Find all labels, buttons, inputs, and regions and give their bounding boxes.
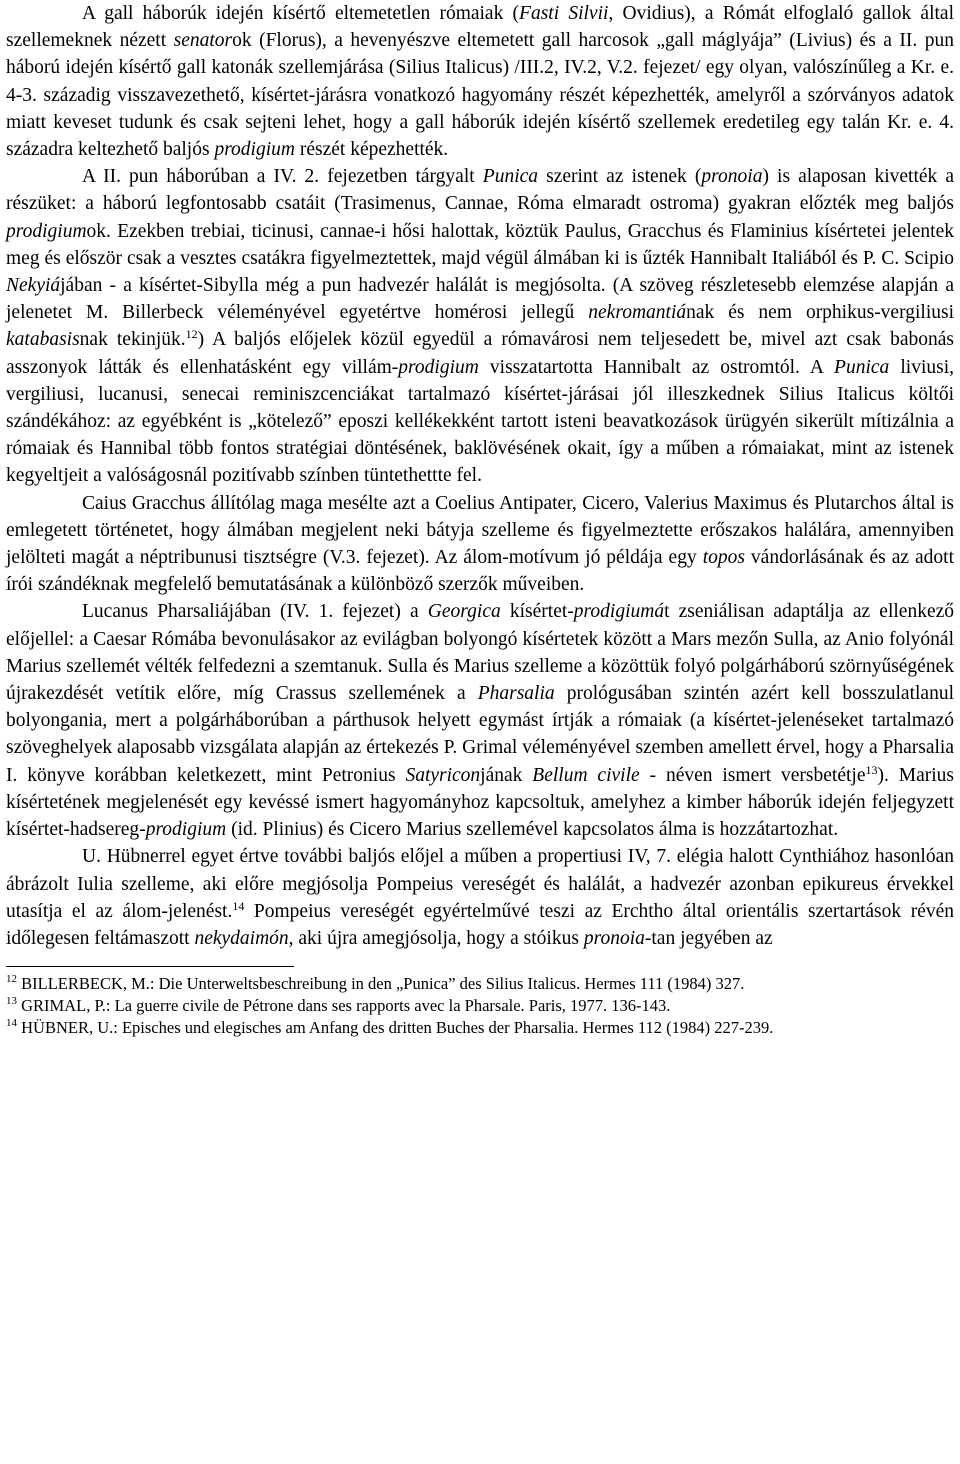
footnote-number: 12 (6, 973, 17, 986)
footnotes (6, 973, 954, 1039)
text-run: ok (Florus), a hevenyészve eltemetett gall harcosok „gall máglyája” (Livius) és a II. pun háború idején kísértő gall katonák szellemjárása (Silius Italicus) /III.2, IV.2, V.2. fejezet/ egy olyan, valószínűleg a Kr. e. 4-3. századig visszavezethető, kísértet-járásra vonatkozó hagyomány részét képezhették, amelyről a szórványos adatok miatt keveset tudunk és csak sejteni lehet, hogy a gall háborúk idején kísértő szellemek eredetileg egy talán Kr. e. 4. századra keltezhető baljós (6, 30, 955, 161)
text-run: kísértet- (500, 601, 574, 623)
text-run: szerint az istenek ( (538, 166, 702, 188)
italic-text: Georgica (427, 601, 501, 623)
italic-text: nekromantiá (588, 302, 687, 324)
text-run: visszatartotta Hannibalt az ostromtól. A (478, 356, 835, 378)
italic-text: senator (173, 30, 233, 52)
text-run: - néven ismert versbetétje (639, 764, 866, 786)
text-run: A II. pun háborúban a IV. 2. fejezetben tárgyalt (82, 166, 483, 188)
text-run: nak tekinjük. (79, 329, 186, 351)
italic-text: Nekyiá (6, 275, 61, 297)
text-run: nak és nem orphikus-vergiliusi (686, 302, 954, 324)
italic-text: Punica (834, 356, 890, 378)
italic-text: nekydaimón (194, 927, 289, 949)
text-run: t zseniálisan adaptálja az ellenkező előjellel: a Caesar Rómába bevonulásakor az evilágban bolyongó kísértetek között a Mars mezőn Sulla, az Anio folyónál Marius szellemét vélték felfedezni a szemtanuk. Sulla és Marius szelleme a közöttük folyó polgárháború szörnyűségének újrakezdését vetítik előre, míg Crassus szellemének a (6, 601, 955, 705)
footnote-number: 14 (6, 1017, 17, 1030)
paragraph (6, 598, 954, 843)
text-run: jának (480, 764, 533, 786)
paragraph (6, 843, 954, 952)
text-run: ). Marius kísértetének megjelenését egy kevéssé ismert hagyományhoz kapcsoltuk, amelyhez a kimber háborúk idején feljegyzett kísértet-hadsereg- (6, 764, 954, 841)
footnote-reference: 12 (185, 327, 198, 342)
text-run: ) A baljós előjelek közül egyedül a rómavárosi nem teljesedett be, mivel azt csak babonás asszonyok látták és ellenhatásként egy villám- (6, 329, 954, 378)
text-run: ) is alaposan kivették a részüket: a háború legfontosabb csatáit (Trasimenus, Cannae, Róma elmaradt ostroma) gyakran előzték meg baljós (6, 166, 955, 215)
text-run: Lucanus Pharsaliájában (IV. 1. fejezet) a (82, 601, 428, 623)
italic-text: prodigium (398, 356, 479, 378)
text-run: -tan jegyében az (644, 927, 773, 949)
text-run: Pompeius vereségét egyértelművé teszi az Erchtho által orientális szertartások révén időlegesen feltámaszott (6, 900, 954, 949)
text-run: jában - a kísértet-Sibylla még a pun hadvezér halálát is megjósolta. (A szöveg részletesebb elemzése alapján a jelenetet M. Billerbeck véleményével egyetértve homérosi jellegű (6, 275, 954, 324)
italic-text: Pharsalia (477, 683, 555, 705)
italic-text: pronoia (583, 927, 645, 949)
text-run: részét képezhették. (294, 139, 449, 161)
text-run: , aki újra amegjósolja, hogy a stóikus (288, 927, 584, 949)
footnote-text: BILLERBECK, M.: Die Unterweltsbeschreibung in den „Punica” des Silius Italicus. Hermes 111 (1984) 327. (17, 974, 745, 994)
text-run: U. Hübnerrel egyet értve további baljós előjel a műben a propertiusi IV, 7. elégia halott Cynthiához hasonlóan ábrázolt Iulia szelleme, aki előre megjósolja Pompeius vereségét és halálát, a hadvezér azonban epikureus érvekkel utasítja el az álom-jelenést. (6, 846, 954, 922)
footnote-reference: 14 (232, 898, 245, 913)
footnote-text: GRIMAL, P.: La guerre civile de Pétrone dans ses rapports avec la Pharsale. Paris, 1977. 136-143. (17, 996, 671, 1016)
text-run: A gall háborúk idején kísértő eltemetetlen rómaiak ( (82, 3, 520, 24)
italic-text: Bellum civile (532, 764, 640, 786)
paragraph (6, 490, 954, 599)
italic-text: Fasti Silvii (519, 3, 609, 24)
italic-text: topos (702, 547, 745, 569)
italic-text: prodigium (6, 220, 87, 242)
text-run: vándorlásának és az adott írói szándéknak megfelelő bemutatásának a különböző szerzők műveiben. (6, 547, 954, 596)
text-run: ok. Ezekben trebiai, ticinusi, cannae-i hősi halottak, köztük Paulus, Gracchus és Flaminius kísértetei jelentek meg és először csak a vesztes csatákra figyelmeztettek, majd végül álmában ki is űzték Hannibalt Italiából és P. C. Scipio (6, 220, 954, 269)
italic-text: Punica (482, 166, 539, 188)
italic-text: prodigium (145, 819, 227, 841)
footnote-reference: 13 (865, 762, 878, 777)
footnote (6, 973, 954, 995)
italic-text: prodigiumá (573, 601, 665, 623)
footnote-number: 13 (6, 995, 17, 1008)
italic-text: katabasis (6, 329, 80, 351)
footnote (6, 995, 954, 1017)
footnote-separator (6, 966, 294, 967)
italic-text: Satyricon (405, 764, 481, 786)
italic-text: prodigium (214, 139, 295, 161)
text-run: , Ovidius), a Rómát elfoglaló gallok által szellemeknek nézett (6, 3, 954, 52)
footnote-text: HÜBNER, U.: Episches und elegisches am Anfang des dritten Buches der Pharsalia. Hermes 112 (1984) 227-239. (17, 1018, 774, 1038)
text-run: liviusi, vergiliusi, lucanusi, senecai reminiszcenciákat tartalmazó kísértet-járásai jól illeszkednek Silius Italicus költői szándékához: az egyébként is „kötelező” eposzi kellékekként tartott isteni beavatkozások ürügyén sikerült mítizálnia a rómaiak és Hannibal több fontos stratégiai döntésének, baklövésének okait, így a műben a rómaiakat, mint az istenek kegyeltjeit a valóságosnál pozitívabb színben tüntethettte fel. (6, 356, 954, 487)
body-text (6, 0, 954, 952)
text-run: (id. Plinius) és Cicero Marius szellemével kapcsolatos álma is hozzátartozhat. (226, 819, 839, 841)
footnote (6, 1017, 954, 1039)
text-run: Caius Gracchus állítólag maga mesélte azt a Coelius Antipater, Cicero, Valerius Maximus és Plutarchos által is emlegetett történetet, hogy álmában megjelent neki bátyja szelleme és figyelmeztette erőszakos halálára, amennyiben jelölteti magát a néptribunusi tisztségre (V.3. fejezet). Az álom-motívum jó példája egy (6, 492, 954, 569)
text-run: prológusában szintén azért kell bosszulatlanul bolyongania, mert a polgárháborúban a párthusok helyett egymást írtják a rómaiak (a kísértet-jelenéseket tartalmazó szöveghelyek alaposabb vizsgálata alapján az értekezés P. Grimal véleményével szemben amellett érvel, hogy a Pharsalia I. könyve korábban keletkezett, mint Petronius (6, 683, 954, 786)
paragraph (6, 0, 954, 163)
italic-text: pronoia (701, 166, 763, 188)
document-page (6, 0, 954, 1039)
paragraph (6, 163, 954, 489)
